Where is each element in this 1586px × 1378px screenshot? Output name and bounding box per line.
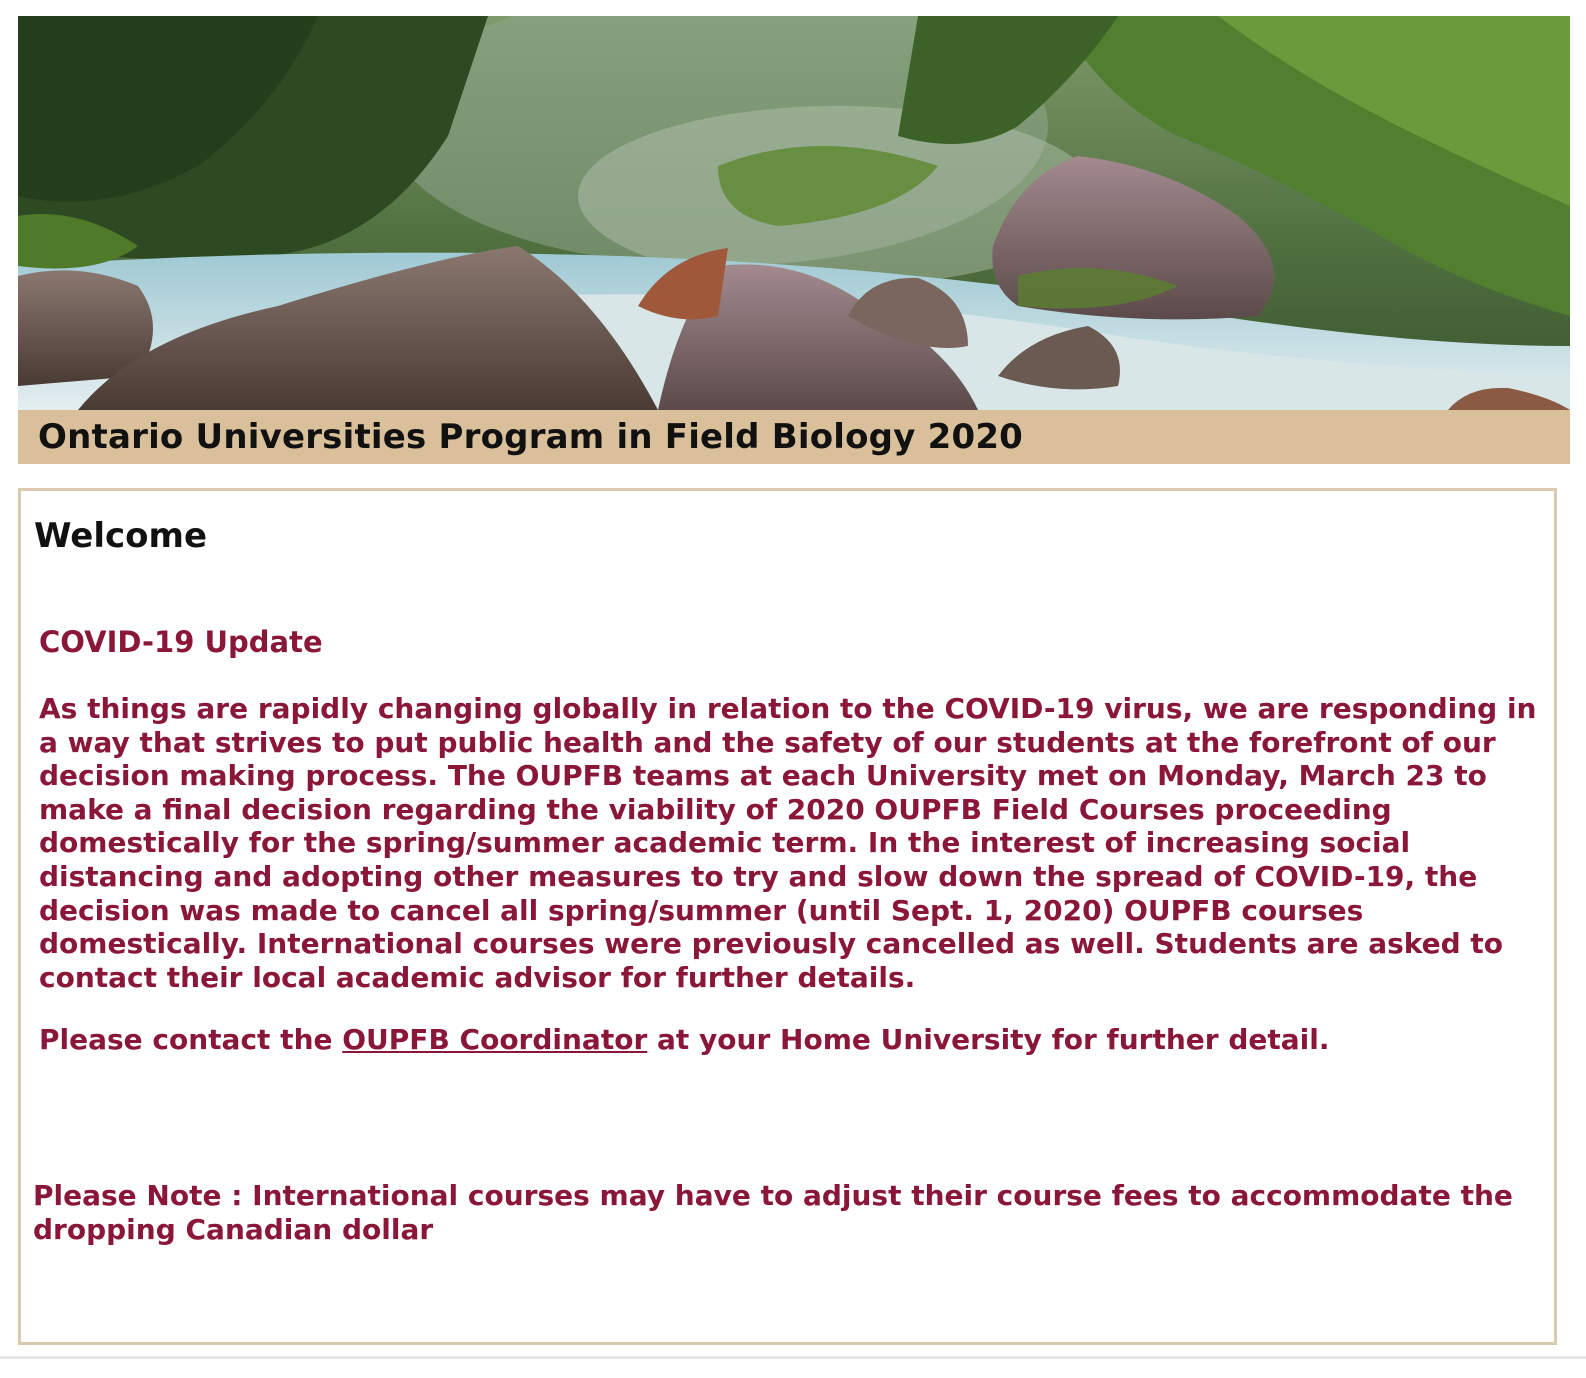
fees-note: Please Note : International courses may have to adjust their course fees to accommodate the dropping Canadian dollar bbox=[33, 1179, 1513, 1246]
banner-image bbox=[18, 16, 1570, 410]
contact-suffix: at your Home University for further detail. bbox=[647, 1023, 1330, 1056]
header-banner bbox=[18, 16, 1570, 464]
covid-update-title: COVID-19 Update bbox=[39, 625, 323, 659]
title-bar bbox=[18, 410, 1570, 464]
rainforest-river-image bbox=[18, 16, 1570, 410]
contact-prefix: Please contact the bbox=[39, 1023, 343, 1056]
welcome-panel bbox=[18, 488, 1557, 1345]
covid-update-body: As things are rapidly changing globally in relation to the COVID-19 virus, we are responding in a way that strives to put public health and the safety of our students at the forefront of our decision making process. The OUPFB teams at each University met on Monday, March 23 to make a final decision regarding the viability of 2020 OUPFB Field Courses proceeding domestically for the spring/summer academic term. In the interest of increasing social distancing and adopting other measures to try and slow down the spread of COVID-19, the decision was made to cancel all spring/summer (until Sept. 1, 2020) OUPFB courses domestically. International courses were previously cancelled as well. Students are asked to contact their local academic advisor for further details. bbox=[39, 692, 1537, 994]
welcome-heading: Welcome bbox=[34, 516, 208, 556]
bottom-divider bbox=[0, 1356, 1586, 1359]
oupfb-coordinator-link[interactable]: OUPFB Coordinator bbox=[342, 1023, 648, 1056]
site-title: Ontario Universities Program in Field Biology 2020 bbox=[38, 417, 1024, 457]
contact-line bbox=[39, 1023, 1329, 1056]
